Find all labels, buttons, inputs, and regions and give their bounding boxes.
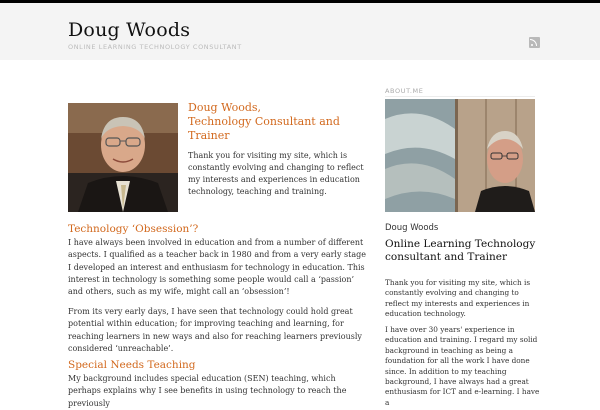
about-me-label: ABOUT.ME [385,87,424,95]
section1-paragraph1: I have always been involved in education and from a number of different aspects. I qualified as a teacher back in 1980 and from a very early stage I developed an interest and enthusiasm for technology in education. This interest in technology is something some people would call a ‘passion’ and others, such as my wife, might call an ‘obsession’! [68,238,366,297]
about-me-headline: Online Learning Technology consultant and Trainer [385,238,536,263]
intro-title [188,101,373,143]
intro-title-line1: Doug Woods, [188,101,262,114]
section-heading-special-needs: Special Needs Teaching [68,359,196,371]
intro-text: Thank you for visiting my site, which is constantly evolving and changing to reflect my interests and experiences in education technology, teaching and training. [188,151,364,196]
doug-woods-photo [68,103,178,212]
rss-icon[interactable] [529,37,540,48]
about-me-name: Doug Woods [385,223,439,233]
section1-paragraph2: From its very early days, I have seen that technology could hold great potential within education; for improving teaching and learning, for reaching learners in new ways and also for reaching learners previously considered ‘unreachable’. [68,307,362,353]
site-description: ONLINE LEARNING TECHNOLOGY CONSULTANT [68,43,242,51]
sidebar-divider [385,96,535,97]
site-title[interactable]: Doug Woods [68,19,191,41]
about-me-photo[interactable] [385,99,535,212]
site-header [0,3,600,60]
section2-paragraph1: My background includes special education (SEN) teaching, which perhaps explains why I see benefits in using technology to reach the previously [68,374,347,408]
about-me-paragraph1: Thank you for visiting my site, which is constantly evolving and changing to reflect my interests and experiences in education technology. [385,278,531,319]
about-me-paragraph2: I have over 30 years' experience in education and training. I regard my solid background in teaching as being a foundation for all the work I have done since. In addition to my teaching background, I have always had a great enthusiasm for ICT and e-learning. I have a [385,325,540,407]
intro-title-line2: Technology Consultant and Trainer [188,115,340,142]
section-heading-technology-obsession: Technology ‘Obsession’? [68,223,199,235]
